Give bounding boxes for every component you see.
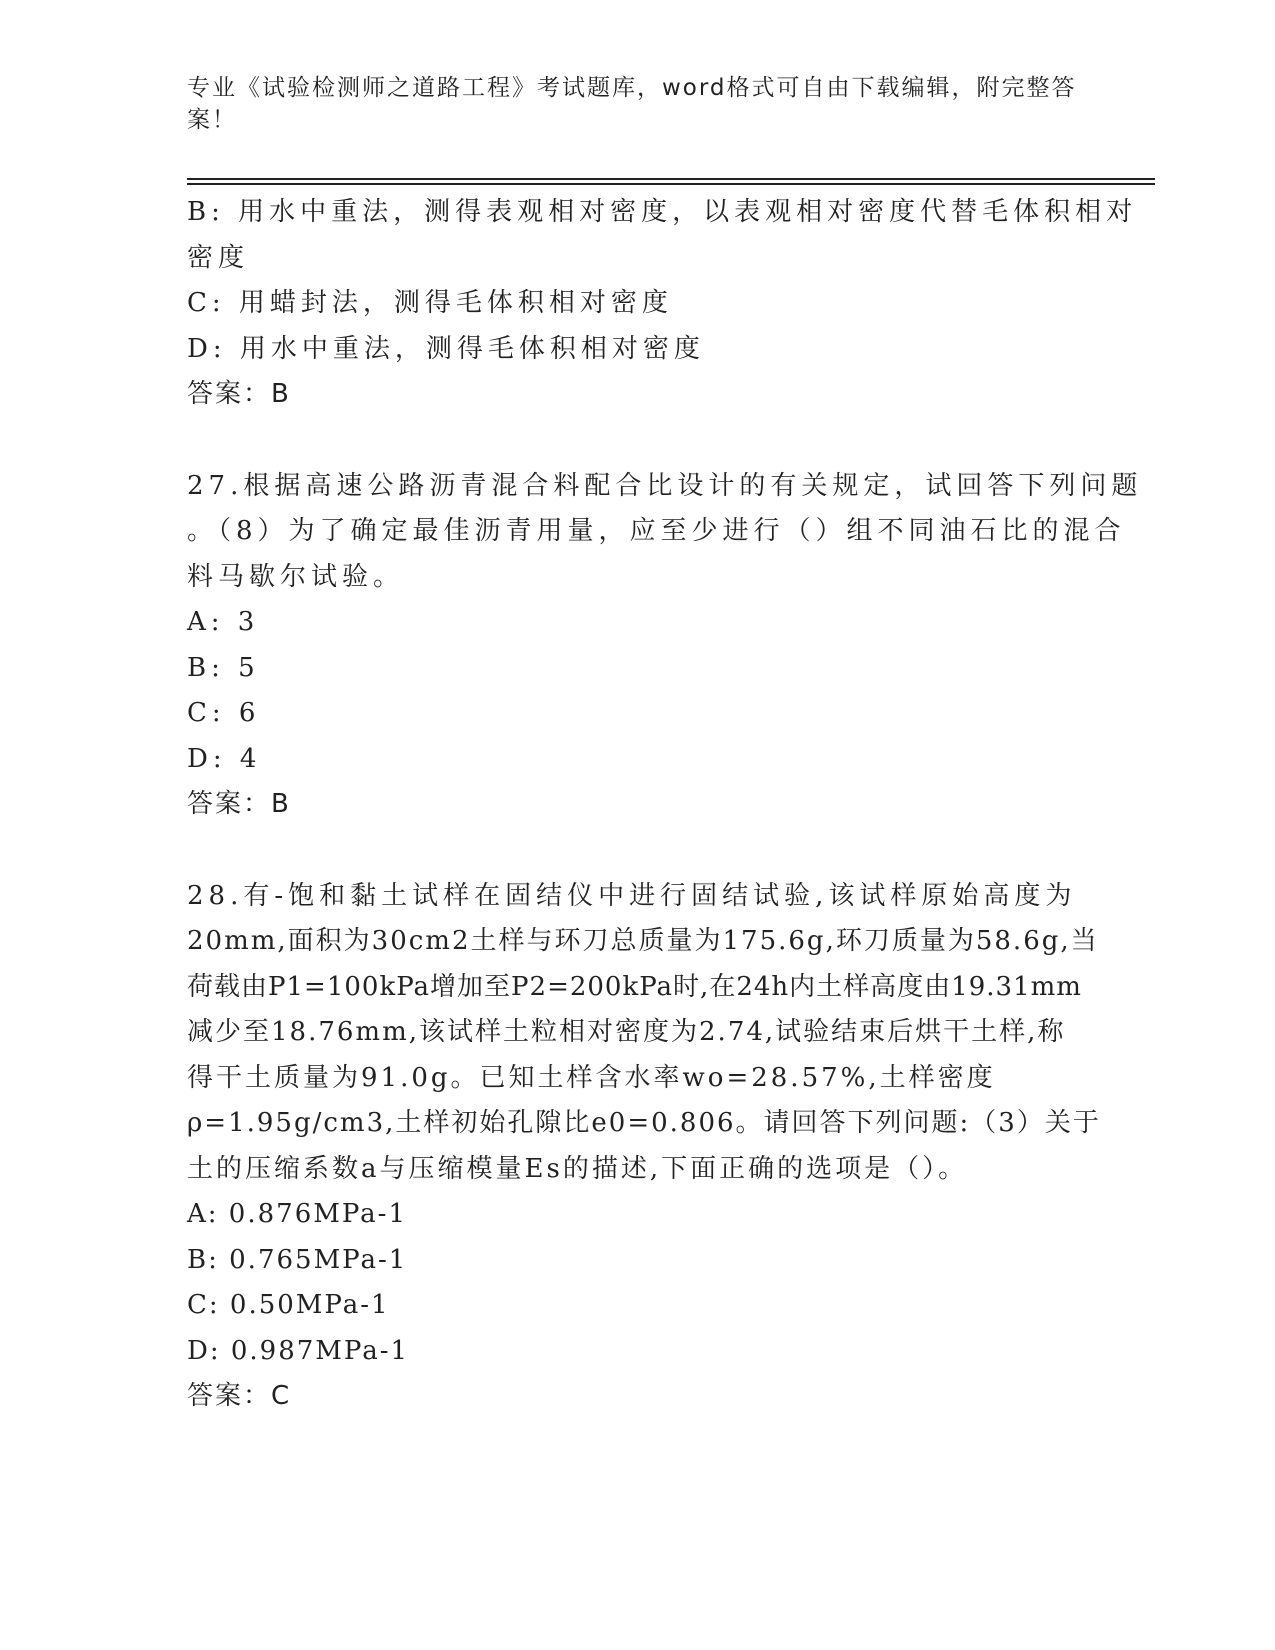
q28-stem-line-1: 28.有-饱和黏土试样在固结仪中进行固结试验,该试样原始高度为	[187, 880, 1077, 911]
q26-option-d: D: 用水中重法，测得毛体积相对密度	[187, 333, 705, 364]
q27-stem-line-1: 27.根据高速公路沥青混合料配合比设计的有关规定，试回答下列问题	[187, 470, 1143, 501]
header-divider-bottom	[187, 183, 1155, 185]
q27-option-c: C: 6	[187, 698, 261, 728]
q28-stem-line-6: ρ=1.95g/cm3,土样初始孔隙比e0=0.806。请回答下列问题:（3）关于	[187, 1108, 1101, 1138]
header-line-2: 案！	[187, 107, 237, 133]
header-line-1: 专业《试验检测师之道路工程》考试题库，word格式可自由下载编辑，附完整答	[187, 75, 1077, 101]
q26-option-b-line-1: B: 用水中重法，测得表观相对密度，以表观相对密度代替毛体积相对	[187, 197, 1138, 227]
q28-stem-line-3: 荷载由P1=100kPa增加至P2=200kPa时,在24h内土样高度由19.31mm	[187, 971, 1082, 1002]
q28-answer: 答案：C	[187, 1381, 292, 1411]
q26-option-c: C: 用蜡封法，测得毛体积相对密度	[187, 288, 673, 318]
question-28	[187, 874, 1101, 1420]
q28-option-c: C: 0.50MPa-1	[187, 1290, 390, 1320]
q28-stem-line-4: 减少至18.76mm,该试样土粒相对密度为2.74,试验结束后烘干土样,称	[187, 1017, 1066, 1047]
q28-stem-line-2: 20mm,面积为30cm2土样与环刀总质量为175.6g,环刀质量为58.6g,当	[187, 926, 1099, 956]
q28-stem-line-7: 土的压缩系数a与压缩模量Es的描述,下面正确的选项是（）。	[187, 1153, 968, 1184]
q28-option-b: B: 0.765MPa-1	[187, 1244, 408, 1275]
q27-option-b: B: 5	[187, 652, 260, 683]
question-content	[187, 190, 1143, 1420]
q27-option-d: D: 4	[187, 743, 262, 774]
q27-answer: 答案：B	[187, 789, 291, 819]
q26-option-b-line-2: 密度	[187, 242, 250, 273]
header-divider-top	[187, 178, 1155, 180]
q27-option-a: A: 3	[187, 607, 260, 637]
document-header	[187, 72, 1077, 136]
q28-option-a: A: 0.876MPa-1	[187, 1199, 408, 1229]
q26-answer: 答案：B	[187, 379, 291, 409]
question-27	[187, 464, 1143, 828]
question-26-tail	[187, 190, 1138, 418]
q27-stem-line-3: 料马歇尔试验。	[187, 561, 405, 592]
q28-stem-line-5: 得干土质量为91.0g。已知土样含水率wo=28.57%,土样密度	[187, 1062, 996, 1093]
q27-stem-line-2: 。（8）为了确定最佳沥青用量，应至少进行（）组不同油石比的混合	[187, 516, 1126, 546]
q28-option-d: D: 0.987MPa-1	[187, 1335, 410, 1366]
